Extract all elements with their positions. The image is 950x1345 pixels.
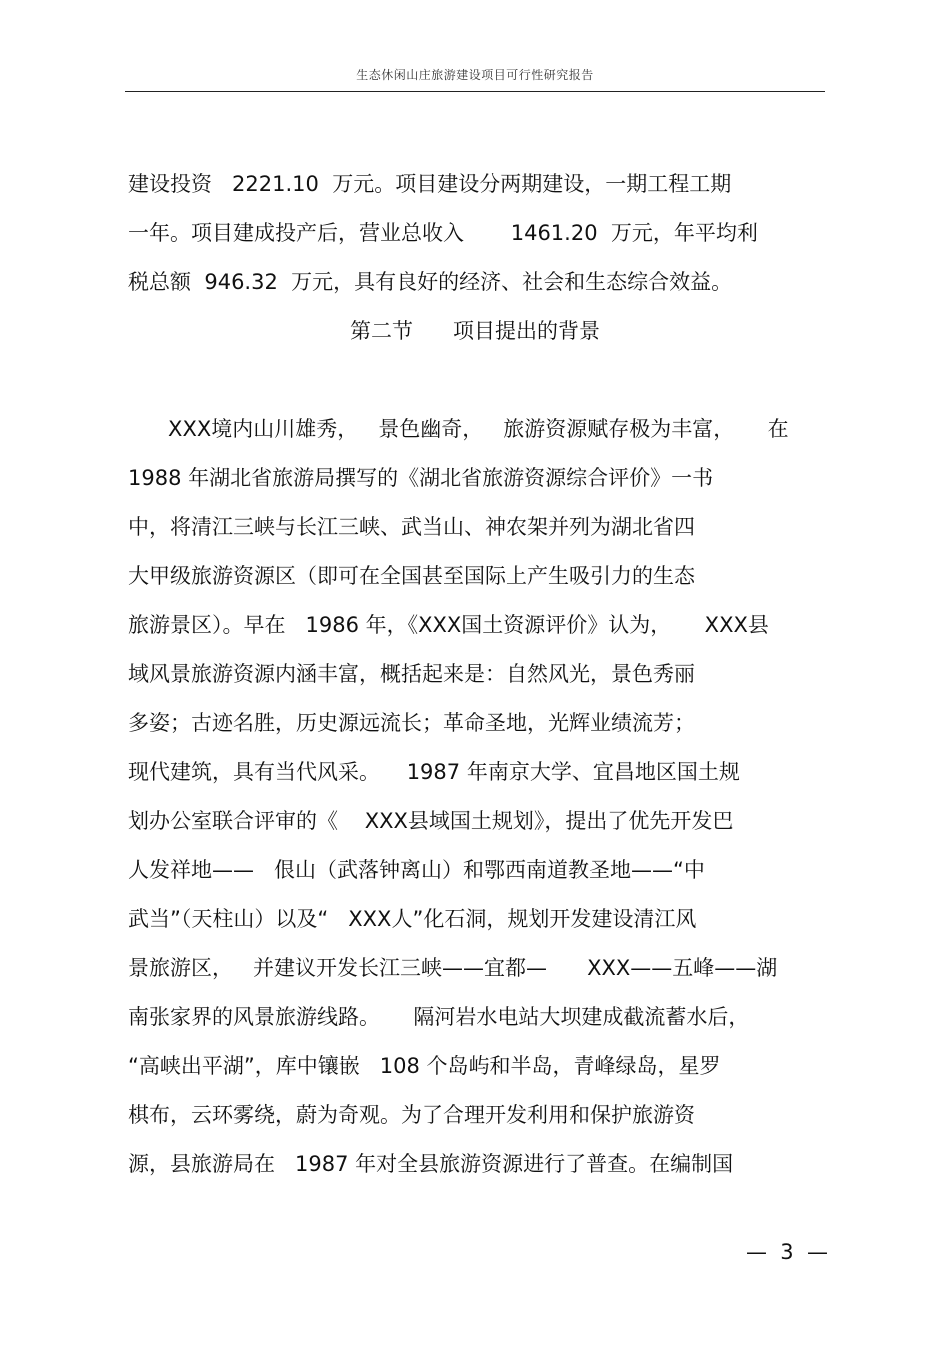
body-line: 源，县旅游局在 1987 年对全县旅游资源进行了普查。在编制国: [128, 1152, 734, 1176]
body-line: 武当”（天柱山）以及“ XXX人”化石洞，规划开发建设清江风: [128, 907, 697, 931]
body-line: “高峡出平湖”，库中镶嵌 108 个岛屿和半岛，青峰绿岛，星罗: [128, 1054, 721, 1078]
body-line: 中，将清江三峡与长江三峡、武当山、神农架并列为湖北省四: [128, 515, 695, 539]
body-line: 南张家界的风景旅游线路。 隔河岩水电站大坝建成截流蓄水后，: [128, 1005, 750, 1029]
body-line: XXX境内山川雄秀， 景色幽奇， 旅游资源赋存极为丰富， 在: [128, 417, 789, 441]
section-heading: 第二节 项目提出的背景: [349, 319, 601, 343]
intro-line: 建设投资 2221.10 万元。项目建设分两期建设，一期工程工期: [128, 172, 732, 196]
page-number: — 3 —: [745, 1240, 828, 1264]
body-line: 大甲级旅游资源区（即可在全国甚至国际上产生吸引力的生态: [128, 564, 695, 588]
body-line: 域风景旅游资源内涵丰富，概括起来是：自然风光，景色秀丽: [128, 662, 695, 686]
body-line: 景旅游区， 并建议开发长江三峡——宜都— XXX——五峰——湖: [128, 956, 778, 980]
intro-line: 税总额 946.32 万元，具有良好的经济、社会和生态综合效益。: [128, 270, 733, 294]
body-line: 棋布，云环雾绕，蔚为奇观。为了合理开发利用和保护旅游资: [128, 1103, 695, 1127]
body-line: 1988 年湖北省旅游局撰写的《湖北省旅游资源综合评价》一书: [128, 466, 714, 490]
body-line: 多姿；古迹名胜，历史源远流长；革命圣地，光辉业绩流芳；: [128, 711, 695, 735]
header-rule: [125, 91, 825, 92]
body-line: 旅游景区）。早在 1986 年，《XXX国土资源评价》认为， XXX县: [128, 613, 769, 637]
intro-line: 一年。项目建成投产后，营业总收入 1461.20 万元，年平均利: [128, 221, 758, 245]
body-line: 划办公室联合评审的《 XXX县域国土规划》，提出了优先开发巴: [128, 809, 734, 833]
body-line: 人发祥地—— 佷山（武落钟离山）和鄂西南道教圣地——“中: [128, 858, 705, 882]
body-line: 现代建筑，具有当代风采。 1987 年南京大学、宜昌地区国土规: [128, 760, 740, 784]
running-header: 生态休闲山庄旅游建设项目可行性研究报告: [356, 68, 594, 82]
